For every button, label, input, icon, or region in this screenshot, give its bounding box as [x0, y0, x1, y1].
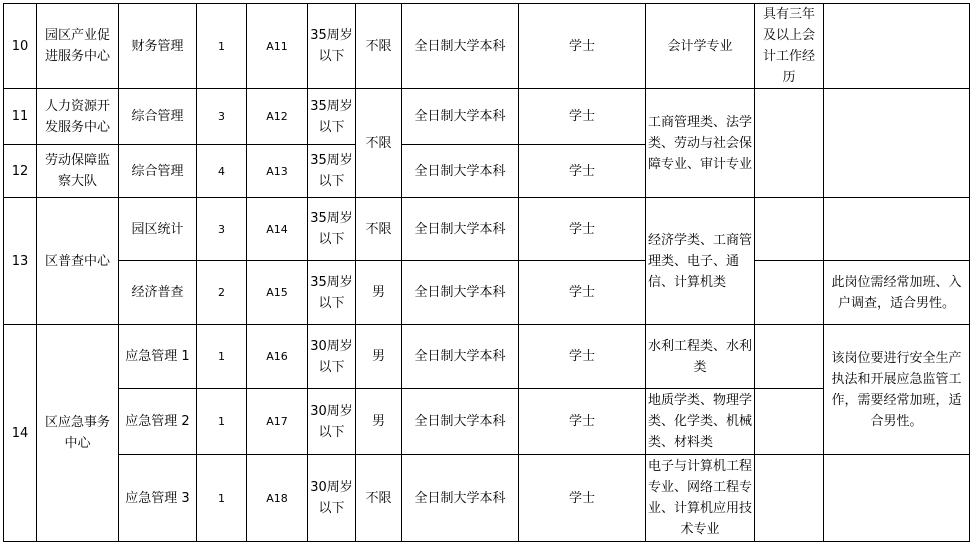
education: 全日制大学本科 — [402, 325, 519, 389]
post-code: A16 — [247, 325, 308, 389]
post-name: 综合管理 — [119, 145, 197, 198]
table-row — [4, 455, 970, 542]
table-row — [4, 4, 970, 89]
headcount: 1 — [197, 455, 247, 542]
post-name: 经济普查 — [119, 261, 197, 325]
row-number: 10 — [4, 4, 37, 89]
headcount: 3 — [197, 198, 247, 261]
unit-name: 人力资源开发服务中心 — [37, 89, 119, 145]
major: 水利工程类、水利类 — [646, 325, 755, 389]
experience — [755, 89, 824, 198]
note — [824, 455, 970, 542]
gender: 不限 — [356, 198, 402, 261]
education: 全日制大学本科 — [402, 389, 519, 455]
headcount: 3 — [197, 89, 247, 145]
degree: 学士 — [519, 4, 646, 89]
post-code: A18 — [247, 455, 308, 542]
note — [824, 4, 970, 89]
post-name: 园区统计 — [119, 198, 197, 261]
age-limit: 30周岁以下 — [308, 389, 356, 455]
table-row — [4, 325, 970, 389]
education: 全日制大学本科 — [402, 455, 519, 542]
headcount: 1 — [197, 4, 247, 89]
age-limit: 35周岁以下 — [308, 89, 356, 145]
post-code: A12 — [247, 89, 308, 145]
education: 全日制大学本科 — [402, 89, 519, 145]
note — [824, 89, 970, 198]
post-code: A15 — [247, 261, 308, 325]
recruitment-table — [3, 3, 970, 542]
degree: 学士 — [519, 89, 646, 145]
education: 全日制大学本科 — [402, 4, 519, 89]
unit-name: 园区产业促进服务中心 — [37, 4, 119, 89]
gender: 男 — [356, 389, 402, 455]
gender: 男 — [356, 325, 402, 389]
experience — [755, 198, 824, 261]
post-name: 应急管理 3 — [119, 455, 197, 542]
row-number: 13 — [4, 198, 37, 325]
unit-name: 劳动保障监察大队 — [37, 145, 119, 198]
major: 工商管理类、法学类、劳动与社会保障专业、审计专业 — [646, 89, 755, 198]
major: 电子与计算机工程专业、网络工程专业、计算机应用技术专业 — [646, 455, 755, 542]
gender: 男 — [356, 261, 402, 325]
post-name: 综合管理 — [119, 89, 197, 145]
degree: 学士 — [519, 325, 646, 389]
major: 会计学专业 — [646, 4, 755, 89]
note: 此岗位需经常加班、入户调查，适合男性。 — [824, 261, 970, 325]
major: 经济学类、工商管理类、电子、通信、计算机类 — [646, 198, 755, 325]
age-limit: 30周岁以下 — [308, 455, 356, 542]
age-limit: 35周岁以下 — [308, 261, 356, 325]
headcount: 2 — [197, 261, 247, 325]
table-row — [4, 261, 970, 325]
age-limit: 35周岁以下 — [308, 4, 356, 89]
row-number: 12 — [4, 145, 37, 198]
experience — [755, 389, 824, 455]
post-code: A17 — [247, 389, 308, 455]
gender: 不限 — [356, 455, 402, 542]
post-code: A11 — [247, 4, 308, 89]
post-name: 应急管理 1 — [119, 325, 197, 389]
note: 该岗位要进行安全生产执法和开展应急监管工作，需要经常加班，适合男性。 — [824, 325, 970, 455]
headcount: 1 — [197, 325, 247, 389]
degree: 学士 — [519, 145, 646, 198]
post-name: 财务管理 — [119, 4, 197, 89]
table-row — [4, 198, 970, 261]
degree: 学士 — [519, 261, 646, 325]
headcount: 4 — [197, 145, 247, 198]
degree: 学士 — [519, 198, 646, 261]
post-code: A13 — [247, 145, 308, 198]
note — [824, 198, 970, 261]
degree: 学士 — [519, 455, 646, 542]
age-limit: 35周岁以下 — [308, 145, 356, 198]
unit-name: 区普查中心 — [37, 198, 119, 325]
age-limit: 30周岁以下 — [308, 325, 356, 389]
major: 地质学类、物理学类、化学类、机械类、材料类 — [646, 389, 755, 455]
row-number: 11 — [4, 89, 37, 145]
headcount: 1 — [197, 389, 247, 455]
row-number: 14 — [4, 325, 37, 542]
age-limit: 35周岁以下 — [308, 198, 356, 261]
experience: 具有三年及以上会计工作经历 — [755, 4, 824, 89]
unit-name: 区应急事务中心 — [37, 325, 119, 542]
experience — [755, 261, 824, 325]
table-row — [4, 89, 970, 145]
experience — [755, 455, 824, 542]
gender: 不限 — [356, 89, 402, 198]
experience — [755, 325, 824, 389]
degree: 学士 — [519, 389, 646, 455]
gender: 不限 — [356, 4, 402, 89]
education: 全日制大学本科 — [402, 198, 519, 261]
post-code: A14 — [247, 198, 308, 261]
education: 全日制大学本科 — [402, 261, 519, 325]
post-name: 应急管理 2 — [119, 389, 197, 455]
education: 全日制大学本科 — [402, 145, 519, 198]
